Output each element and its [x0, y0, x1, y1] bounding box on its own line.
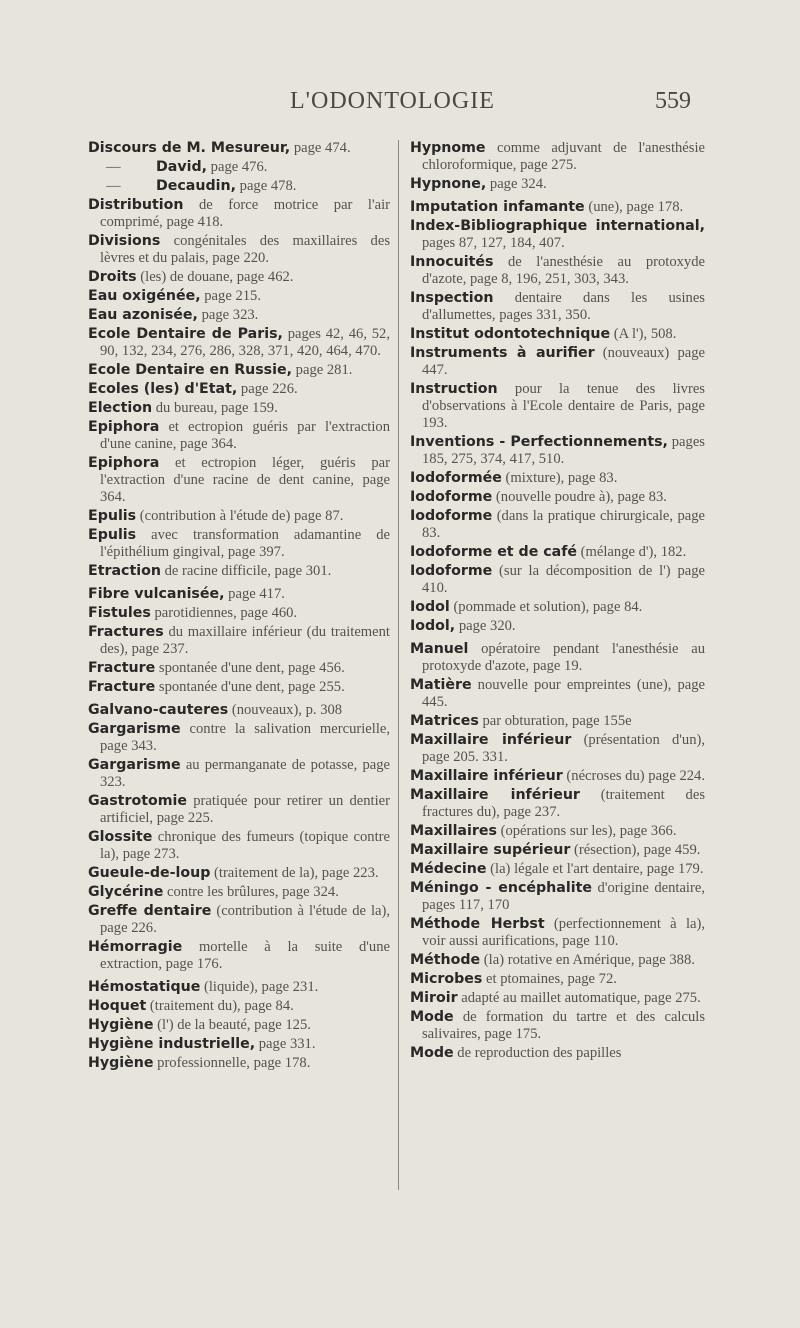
- index-entry: [88, 159, 390, 176]
- entry-details: du bureau, page 159.: [152, 400, 278, 416]
- index-entry: [410, 641, 705, 675]
- entry-details: pages 42, 46, 52, 90, 132, 234, 276, 286, 328, 371, 420, 464, 470.: [100, 326, 390, 359]
- entry-details: (nécroses du) page 224.: [562, 768, 706, 784]
- entry-headword: Iodoforme et de café: [410, 544, 578, 560]
- entry-headword: Etraction: [88, 563, 161, 579]
- entry-headword: Maxillaires: [410, 823, 497, 839]
- index-entry: [410, 732, 705, 766]
- index-entry: [88, 624, 390, 658]
- index-entry: [88, 419, 390, 453]
- entry-headword: Epiphora: [88, 455, 160, 471]
- index-entry: [88, 269, 390, 286]
- entry-details: pages 185, 275, 374, 417, 510.: [422, 434, 705, 467]
- entry-headword: Droits: [88, 269, 137, 285]
- entry-headword: Mode: [410, 1009, 454, 1025]
- index-entry: [410, 916, 705, 950]
- index-entry: [88, 702, 390, 719]
- entry-details: mortelle à la suite d'une extraction, page 176.: [100, 939, 390, 972]
- entry-headword: David,: [156, 159, 208, 175]
- index-entry: [88, 563, 390, 580]
- entry-details: (l') de la beauté, page 125.: [153, 1017, 311, 1033]
- entry-headword: Decaudin,: [156, 178, 236, 194]
- entry-details: page 320.: [455, 618, 516, 634]
- entry-details: page 324.: [486, 176, 547, 192]
- entry-headword: Hygiène industrielle,: [88, 1036, 256, 1052]
- index-entry: [88, 679, 390, 696]
- index-entry: [88, 197, 390, 231]
- entry-headword: Méthode: [410, 952, 481, 968]
- entry-headword: Maxillaire inférieur: [410, 787, 580, 803]
- index-entry: [410, 470, 705, 487]
- index-entry: [88, 903, 390, 937]
- entry-headword: Hémorragie: [88, 939, 183, 955]
- index-entry: [410, 345, 705, 379]
- entry-headword: Inventions - Perfectionnements,: [410, 434, 668, 450]
- entry-details: (pommade et solution), page 84.: [449, 599, 643, 615]
- entry-details: du maxillaire inférieur (du traitement des), page 237.: [100, 624, 390, 657]
- index-entry: [410, 787, 705, 821]
- entry-details: page 478.: [236, 178, 297, 194]
- entry-headword: Manuel: [410, 641, 469, 657]
- entry-headword: Index-Bibliographique international,: [410, 218, 705, 234]
- index-entry: [410, 990, 705, 1007]
- entry-headword: Ecole Dentaire de Paris,: [88, 326, 283, 342]
- entry-headword: Hygiène: [88, 1017, 154, 1033]
- entry-details: de l'anesthésie au protoxyde d'azote, page 8, 196, 251, 303, 343.: [422, 254, 705, 287]
- index-entry: [88, 586, 390, 603]
- index-entry: [88, 979, 390, 996]
- entry-headword: Galvano-cauteres: [88, 702, 229, 718]
- ditto-dash: —: [106, 178, 121, 194]
- index-entry: [410, 952, 705, 969]
- index-entry: [410, 1045, 705, 1062]
- index-entry: [410, 326, 705, 343]
- entry-headword: Médecine: [410, 861, 487, 877]
- page-header: [0, 88, 800, 128]
- entry-details: (traitement de la), page 223.: [210, 865, 379, 881]
- entry-headword: Méningo - encéphalite: [410, 880, 592, 896]
- index-entry: [410, 290, 705, 324]
- entry-details: (contribution à l'étude de la), page 226.: [100, 903, 390, 936]
- index-entry: [410, 508, 705, 542]
- entry-headword: Eau oxigénée,: [88, 288, 201, 304]
- entry-details: (nouveaux), p. 308: [228, 702, 343, 718]
- entry-details: professionnelle, page 178.: [153, 1055, 311, 1071]
- entry-details: au permanganate de potasse, page 323.: [100, 757, 390, 790]
- column-divider: [398, 140, 399, 1190]
- entry-details: de reproduction des papilles: [453, 1045, 622, 1061]
- entry-headword: Ecoles (les) d'Etat,: [88, 381, 238, 397]
- entry-headword: Fistules: [88, 605, 151, 621]
- entry-headword: Inspection: [410, 290, 494, 306]
- index-entry: [410, 254, 705, 288]
- index-entry: [410, 140, 705, 174]
- index-entry: [410, 381, 705, 432]
- index-entry: [88, 362, 390, 379]
- index-entry: [88, 326, 390, 360]
- entry-details: (mixture), page 83.: [501, 470, 618, 486]
- page-number: 559: [655, 88, 691, 114]
- entry-details: congénitales des maxillaires des lèvres et du palais, page 220.: [100, 233, 390, 266]
- entry-headword: Fractures: [88, 624, 164, 640]
- index-entry: [88, 140, 390, 157]
- index-entry: [88, 527, 390, 561]
- entry-headword: Gueule-de-loup: [88, 865, 211, 881]
- entry-headword: Innocuités: [410, 254, 494, 270]
- entry-headword: Matière: [410, 677, 472, 693]
- index-entry: [88, 178, 390, 195]
- index-entry: [410, 618, 705, 635]
- entry-headword: Gastrotomie: [88, 793, 187, 809]
- entry-details: spontanée d'une dent, page 255.: [155, 679, 345, 695]
- entry-details: et ectropion léger, guéris par l'extraction d'une racine de dent canine, page 364.: [100, 455, 390, 505]
- index-entry: [410, 563, 705, 597]
- entry-headword: Gargarisme: [88, 757, 181, 773]
- entry-details: (liquide), page 231.: [200, 979, 319, 995]
- entry-details: parotidiennes, page 460.: [150, 605, 298, 621]
- entry-headword: Greffe dentaire: [88, 903, 212, 919]
- entry-headword: Imputation infamante: [410, 199, 585, 215]
- index-entry: [410, 434, 705, 468]
- entry-headword: Maxillaire supérieur: [410, 842, 571, 858]
- entry-details: (la) légale et l'art dentaire, page 179.: [486, 861, 704, 877]
- index-entry: [410, 489, 705, 506]
- index-entry: [88, 400, 390, 417]
- entry-details: page 476.: [207, 159, 268, 175]
- entry-headword: Hémostatique: [88, 979, 201, 995]
- entry-details: (A l'), 508.: [610, 326, 677, 342]
- entry-details: (les) de douane, page 462.: [136, 269, 294, 285]
- index-entry: [88, 793, 390, 827]
- entry-details: d'origine dentaire, pages 117, 170: [422, 880, 705, 913]
- entry-details: page 331.: [255, 1036, 316, 1052]
- entry-headword: Epulis: [88, 527, 137, 543]
- index-entry: [88, 939, 390, 973]
- entry-details: page 323.: [197, 307, 259, 323]
- entry-headword: Méthode Herbst: [410, 916, 545, 932]
- entry-details: page 281.: [292, 362, 353, 378]
- entry-headword: Instruments à aurifier: [410, 345, 595, 361]
- entry-headword: Distribution: [88, 197, 184, 213]
- entry-headword: Divisions: [88, 233, 161, 249]
- entry-details: (une), page 178.: [584, 199, 684, 215]
- entry-details: (dans la pratique chirurgicale, page 83.: [422, 508, 705, 541]
- index-entry: [88, 381, 390, 398]
- index-entry: [88, 233, 390, 267]
- index-entry: [410, 599, 705, 616]
- entry-details: comme adjuvant de l'anesthésie chloroformique, page 275.: [422, 140, 705, 173]
- index-entry: [88, 660, 390, 677]
- index-entry: [410, 713, 705, 730]
- index-entry: [410, 823, 705, 840]
- entry-headword: Ecole Dentaire en Russie,: [88, 362, 293, 378]
- entry-headword: Gargarisme: [88, 721, 181, 737]
- index-entry: [88, 605, 390, 622]
- entry-headword: Hypnone,: [410, 176, 487, 192]
- index-column-left: [88, 140, 390, 1074]
- entry-headword: Maxillaire inférieur: [410, 732, 572, 748]
- entry-details: page 474.: [290, 140, 351, 156]
- entry-headword: Eau azonisée,: [88, 307, 198, 323]
- entry-details: de formation du tartre et des calculs salivaires, page 175.: [422, 1009, 705, 1042]
- entry-details: nouvelle pour empreintes (une), page 445.: [422, 677, 705, 710]
- index-entry: [88, 757, 390, 791]
- index-entry: [88, 884, 390, 901]
- entry-details: (sur la décomposition de l') page 410.: [422, 563, 705, 596]
- entry-details: pour la tenue des livres d'observations à l'Ecole dentaire de Paris, page 193.: [422, 381, 705, 431]
- entry-headword: Mode: [410, 1045, 454, 1061]
- index-entry: [88, 1017, 390, 1034]
- entry-headword: Glossite: [88, 829, 153, 845]
- entry-headword: Discours de M. Mesureur,: [88, 140, 291, 156]
- entry-details: de racine difficile, page 301.: [160, 563, 332, 579]
- entry-headword: Fibre vulcanisée,: [88, 586, 225, 602]
- index-entry: [410, 971, 705, 988]
- index-column-right: [410, 140, 705, 1064]
- entry-headword: Maxillaire inférieur: [410, 768, 563, 784]
- entry-details: (résection), page 459.: [570, 842, 701, 858]
- journal-title: L'ODONTOLOGIE: [290, 88, 495, 114]
- entry-details: dentaire dans les usines d'allumettes, pages 331, 350.: [422, 290, 705, 323]
- entry-headword: Iodoformée: [410, 470, 502, 486]
- entry-details: page 226.: [237, 381, 298, 397]
- entry-details: par obturation, page 155e: [478, 713, 632, 729]
- index-entry: [410, 861, 705, 878]
- index-entry: [88, 1036, 390, 1053]
- index-entry: [88, 508, 390, 525]
- entry-headword: Epiphora: [88, 419, 160, 435]
- index-entry: [88, 288, 390, 305]
- entry-details: (nouvelle poudre à), page 83.: [492, 489, 667, 505]
- entry-details: (la) rotative en Amérique, page 388.: [480, 952, 695, 968]
- index-entry: [410, 677, 705, 711]
- entry-headword: Instruction: [410, 381, 498, 397]
- entry-details: avec transformation adamantine de l'épithélium gingival, page 397.: [100, 527, 390, 560]
- index-entry: [410, 544, 705, 561]
- index-entry: [88, 865, 390, 882]
- ditto-dash: —: [106, 159, 121, 175]
- entry-headword: Iodoforme: [410, 563, 493, 579]
- entry-details: pages 87, 127, 184, 407.: [422, 235, 565, 251]
- entry-headword: Fracture: [88, 660, 156, 676]
- index-entry: [410, 218, 705, 252]
- entry-details: chronique des fumeurs (topique contre la), page 273.: [100, 829, 390, 862]
- entry-headword: Hoquet: [88, 998, 147, 1014]
- index-entry: [88, 998, 390, 1015]
- entry-details: (contribution à l'étude de) page 87.: [136, 508, 344, 524]
- entry-headword: Iodoforme: [410, 508, 493, 524]
- entry-details: page 215.: [200, 288, 261, 304]
- entry-headword: Iodoforme: [410, 489, 493, 505]
- index-entry: [88, 307, 390, 324]
- entry-details: page 417.: [224, 586, 285, 602]
- entry-details: (mélange d'), 182.: [577, 544, 687, 560]
- entry-details: spontanée d'une dent, page 456.: [155, 660, 345, 676]
- entry-headword: Glycérine: [88, 884, 164, 900]
- entry-details: (présentation d'un), page 205. 331.: [422, 732, 705, 765]
- entry-headword: Epulis: [88, 508, 137, 524]
- index-entry: [88, 721, 390, 755]
- entry-headword: Matrices: [410, 713, 479, 729]
- index-entry: [88, 1055, 390, 1072]
- entry-details: opératoire pendant l'anesthésie au protoxyde d'azote, page 19.: [422, 641, 705, 674]
- entry-headword: Hypnome: [410, 140, 486, 156]
- entry-details: et ptomaines, page 72.: [482, 971, 617, 987]
- entry-headword: Iodol: [410, 599, 450, 615]
- entry-headword: Institut odontotechnique: [410, 326, 611, 342]
- entry-details: contre la salivation mercurielle, page 343.: [100, 721, 390, 754]
- entry-details: (nouveaux) page 447.: [422, 345, 705, 378]
- entry-headword: Miroir: [410, 990, 458, 1006]
- entry-details: contre les brûlures, page 324.: [163, 884, 339, 900]
- entry-details: pratiquée pour retirer un dentier artificiel, page 225.: [100, 793, 390, 826]
- entry-details: (traitement du), page 84.: [146, 998, 294, 1014]
- entry-headword: Fracture: [88, 679, 156, 695]
- entry-headword: Election: [88, 400, 153, 416]
- index-entry: [88, 455, 390, 506]
- entry-details: (opérations sur les), page 366.: [496, 823, 677, 839]
- entry-details: de force motrice par l'air comprimé, page 418.: [100, 197, 390, 230]
- entry-headword: Iodol,: [410, 618, 456, 634]
- entry-details: adapté au maillet automatique, page 275.: [457, 990, 701, 1006]
- index-entry: [410, 176, 705, 193]
- entry-headword: Hygiène: [88, 1055, 154, 1071]
- entry-details: (perfectionnement à la), voir aussi aurifications, page 110.: [422, 916, 705, 949]
- index-entry: [88, 829, 390, 863]
- index-entry: [410, 199, 705, 216]
- entry-headword: Microbes: [410, 971, 483, 987]
- index-entry: [410, 1009, 705, 1043]
- entry-details: (traitement des fractures du), page 237.: [422, 787, 705, 820]
- index-entry: [410, 768, 705, 785]
- entry-details: et ectropion guéris par l'extraction d'une canine, page 364.: [100, 419, 390, 452]
- index-entry: [410, 842, 705, 859]
- index-entry: [410, 880, 705, 914]
